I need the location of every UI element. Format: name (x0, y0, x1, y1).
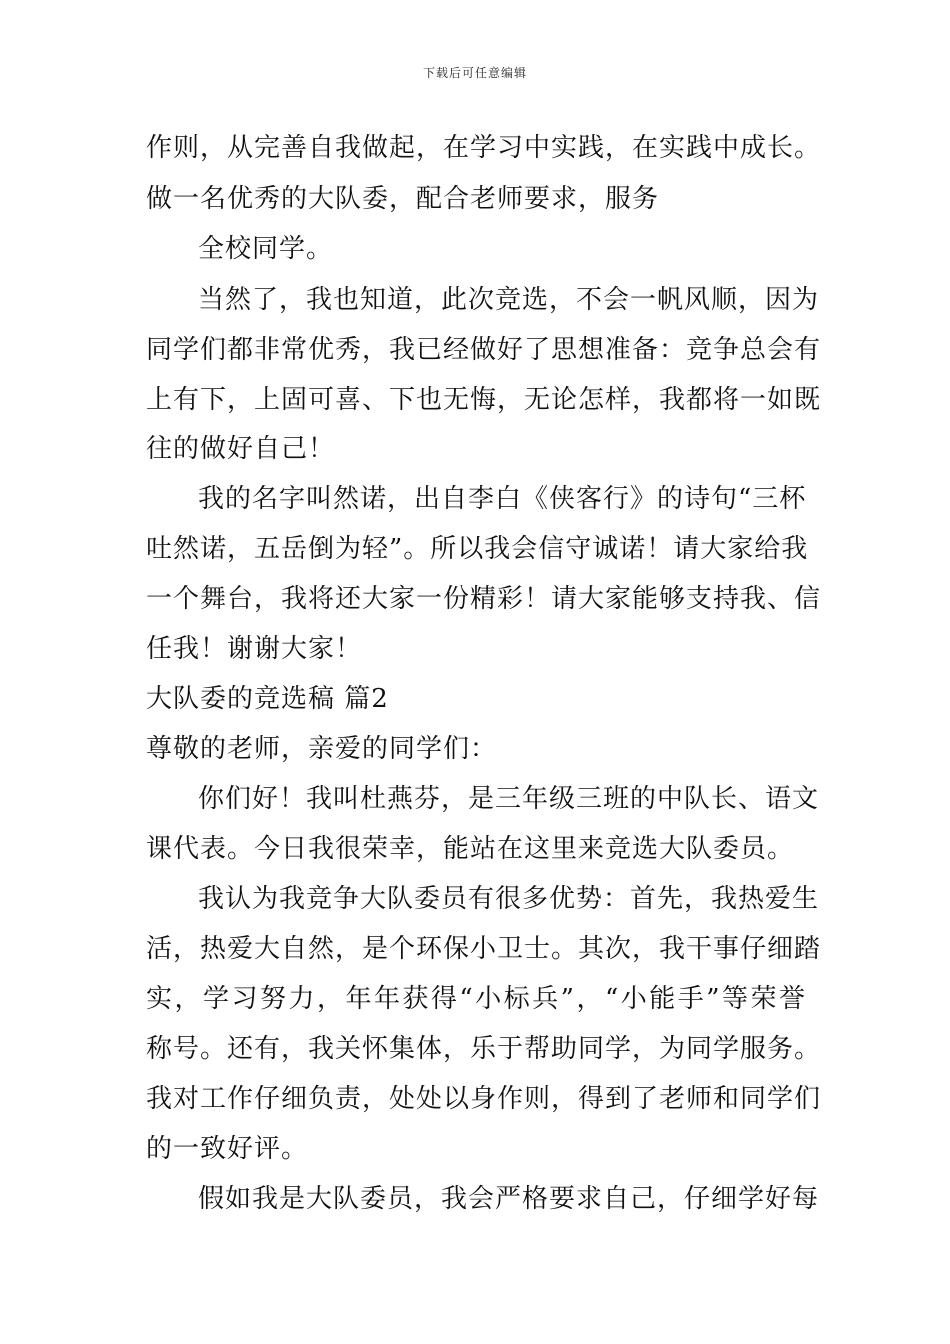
text-line: 假如我是大队委员，我会严格要求自己，仔细学好每 (198, 1184, 820, 1214)
text-line: 作则，从完善自我做起，在学习中实践，在实践中成长。 (146, 133, 822, 163)
text-line: 吐然诺，五岳倒为轻”。所以我会信守诚诺！请大家给我 (146, 534, 809, 564)
text-line: 我对工作仔细负责，处处以身作则，得到了老师和同学们 (146, 1084, 822, 1114)
section-heading: 大队委的竞选稿 篇2 (146, 684, 389, 714)
text-line: 同学们都非常优秀，我已经做好了思想准备：竞争总会有 (146, 335, 822, 365)
text-line: 一个舞台，我将还大家一份精彩！请大家能够支持我、信 (146, 584, 822, 614)
text-line: 称号。还有，我关怀集体，乐于帮助同学，为同学服务。 (146, 1034, 822, 1064)
text-line: 我的名字叫然诺，出自李白《侠客行》的诗句“三杯 (198, 484, 807, 514)
text-line: 的一致好评。 (146, 1134, 309, 1164)
text-line: 我认为我竞争大队委员有很多优势：首先，我热爱生 (198, 884, 820, 914)
text-line: 当然了，我也知道，此次竞选，不会一帆风顺，因为 (198, 285, 820, 315)
text-line: 实，学习努力，年年获得“小标兵”，“小能手”等荣誉 (146, 984, 806, 1014)
text-line: 全校同学。 (198, 234, 334, 264)
text-line: 活，热爱大自然，是个环保小卫士。其次，我干事仔细踏 (146, 934, 822, 964)
text-line: 课代表。今日我很荣幸，能站在这里来竞选大队委员。 (146, 834, 795, 864)
page-header: 下载后可任意编辑 (422, 66, 527, 80)
text-line: 往的做好自己！ (146, 434, 336, 464)
text-line: 做一名优秀的大队委，配合老师要求，服务 (146, 184, 660, 214)
text-line: 尊敬的老师，亲爱的同学们： (146, 734, 498, 764)
text-line: 你们好！我叫杜燕芬，是三年级三班的中队长、语文 (198, 784, 820, 814)
text-line: 任我！谢谢大家！ (146, 634, 363, 664)
text-line: 上有下，上固可喜、下也无悔，无论怎样，我都将一如既 (146, 385, 822, 415)
